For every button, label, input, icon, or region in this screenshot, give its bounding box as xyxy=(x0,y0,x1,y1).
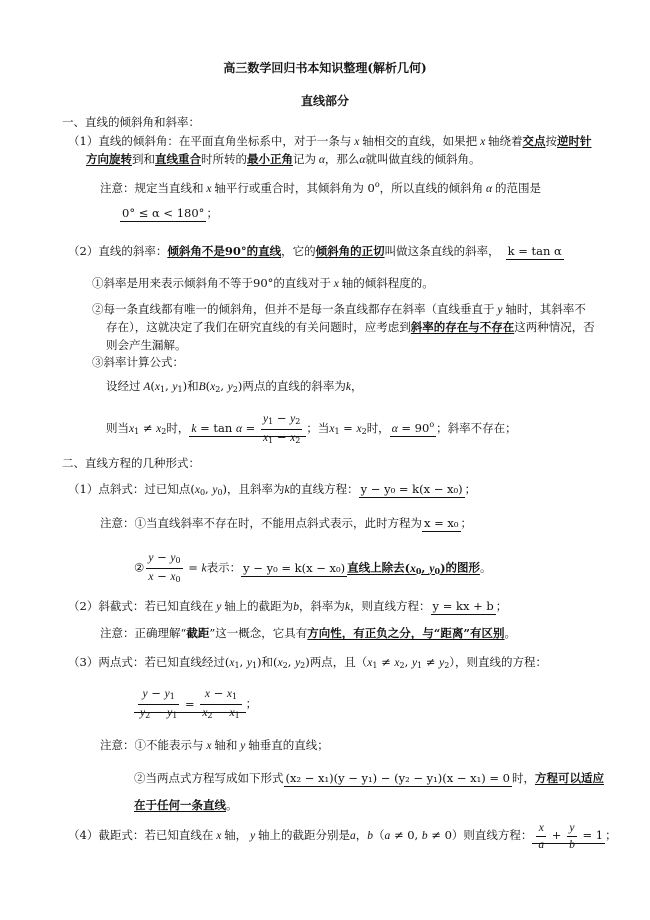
formula-slope-intercept: y = kx + b xyxy=(432,599,494,613)
point-slope-note-1: 注意：①当直线斜率不存在时，不能用点斜式表示，此时方程为 x = x₀ ； xyxy=(100,516,473,530)
slope-setup: 设经过 A(x1, y1)和B(x2, y2)两点的直线的斜率为k， xyxy=(106,379,363,394)
formula-slope: k = tan α xyxy=(507,244,562,258)
slope-intercept-note: 注意：正确理解“截距”这一概念，它具有方向性，有正负之分，与“距离”有区别。 xyxy=(100,626,517,640)
point-slope-note-2: ② $\frac{y - y0}{x - x0}$ = k表示： y − y₀ = k(x − x₀) 直线上除去(x0, y0)的图形。 xyxy=(134,550,492,584)
two-point-note-2-cont: 在于任何一条直线。 xyxy=(134,798,238,812)
formula-intercept: $\frac{x}{a}$ + $\frac{y}{b}$ = 1 xyxy=(532,828,605,844)
document-title: 高三数学回归书本知识整理(解析几何) xyxy=(223,61,427,75)
slope-note-2-line2: 存在），这就决定了我们在研究直线的有关问题时，应考虑到斜率的存在与不存在这两种情况，否 xyxy=(106,320,595,334)
section-subtitle: 直线部分 xyxy=(300,94,349,108)
form-point-slope: （1）点斜式：过已知点(x0, y0)，且斜率为k的直线方程： y − y₀ = k(x − x₀) ； xyxy=(68,482,477,497)
para-inclination-line2: 方向旋转到和直线重合时所转的最小正角记为 α，那么α就叫做直线的倾斜角。 xyxy=(86,152,481,166)
heading-section-1: 一、直线的倾斜角和斜率： xyxy=(62,115,200,129)
formula-range: 0° ≤ α < 180° ； xyxy=(122,206,218,220)
formula-two-point-general: (x₂ − x₁)(y − y₁) − (y₂ − y₁)(x − x₁) = 0 xyxy=(285,771,510,785)
para-inclination-line1: （1）直线的倾斜角：在平面直角坐标系中，对于一条与 x 轴相交的直线，如果把 x 轴绕着交点按逆时针 xyxy=(68,134,592,148)
form-two-point: （3）两点式：若已知直线经过(x1, y1)和(x2, y2)两点，且（x1 ≠ x2, y1 ≠ y2），则直线的方程： xyxy=(68,655,548,670)
slope-formula-line: 则当x1 ≠ x2时， k = tan α = $\frac{y1 - y2}{x1 - x2}$ ；当x1 = x2时， $\alpha = 90^o$ ；斜率不存在； xyxy=(106,410,517,445)
slope-note-3: ③斜率计算公式： xyxy=(92,355,184,369)
formula-slope-two-points: k = tan α = $\frac{y1 - y2}{x1 - x2}$ xyxy=(189,421,306,437)
two-point-note-1: 注意：①不能表示与 x 轴和 y 轴垂直的直线； xyxy=(100,738,329,752)
form-slope-intercept: （2）斜截式：若已知直线在 y 轴上的截距为b，斜率为k，则直线方程： y = kx + b ； xyxy=(68,599,508,613)
slope-note-2-line3: 则会产生漏解。 xyxy=(106,338,187,352)
slope-note-2-line1: ②每一条直线都有唯一的倾斜角，但并不是每一条直线都存在斜率（直线垂直于 y 轴时，其斜率不 xyxy=(92,302,586,316)
para-slope: （2）直线的斜率：倾斜角不是90°的直线，它的倾斜角的正切叫做这条直线的斜率， k = tan α xyxy=(68,244,562,258)
note-inclination: 注意：规定当直线和 x 轴平行或重合时，其倾斜角为 0$^o$，所以直线的倾斜角 α 的范围是 xyxy=(100,180,541,195)
formula-two-point: $\frac{y - y1}{y2 - y1}$ = $\frac{x - x1}{x2 - x1}$ ； xyxy=(134,686,257,723)
heading-section-2: 二、直线方程的几种形式： xyxy=(62,456,200,470)
two-point-note-2: ②当两点式方程写成如下形式 (x₂ − x₁)(y − y₁) − (y₂ − y₁)(x − x₁) = 0 时，方程可以适应 xyxy=(134,771,604,785)
formula-point-slope: y − y₀ = k(x − x₀) xyxy=(360,482,463,496)
slope-note-1: ①斜率是用来表示倾斜角不等于90°的直线对于 x 轴的倾斜程度的。 xyxy=(92,276,434,290)
form-intercept: （4）截距式：若已知直线在 x 轴， y 轴上的截距分别是a，b（a ≠ 0, b ≠ 0）则直线方程： $\frac{x}{a}$ + $\frac{y}{b}$ = 1 ； xyxy=(68,821,617,851)
